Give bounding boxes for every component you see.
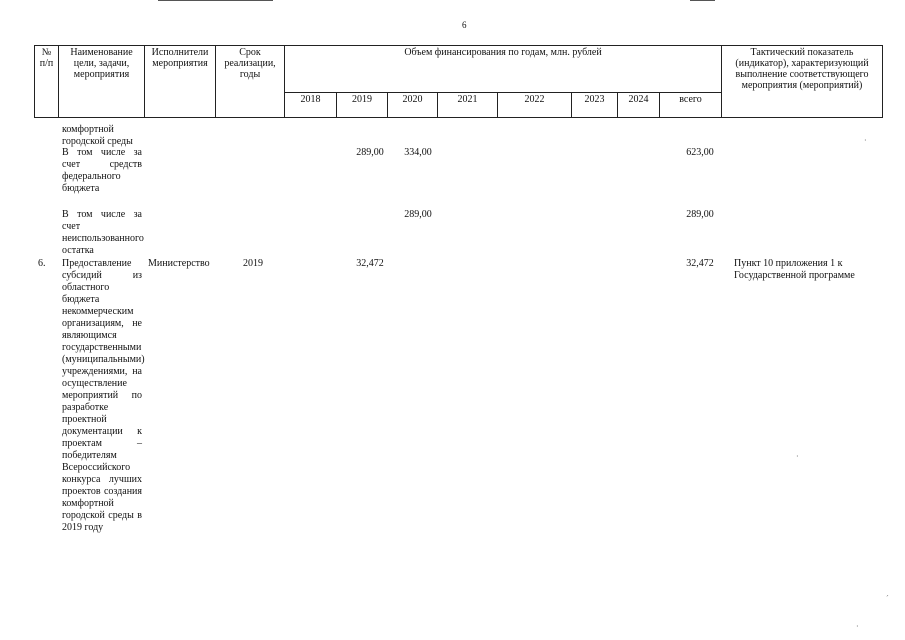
row-3-total: 32,472 — [686, 258, 714, 269]
header-table — [34, 45, 883, 118]
top-rule-left — [158, 0, 273, 1]
row-2-total: 289,00 — [686, 209, 714, 220]
row-1-2020: 334,00 — [404, 147, 432, 158]
header-name: Наименование цели, задачи, мероприятия — [59, 46, 145, 118]
row-3-2019: 32,472 — [356, 258, 384, 269]
row-2-name: В том числе за счет неиспользованного остатка — [62, 209, 144, 256]
scan-mark: ´ — [886, 594, 889, 603]
header-funding: Объем финансирования по годам, млн. рублей — [285, 46, 722, 93]
row-3-period: 2019 — [243, 258, 263, 269]
row-3-indicator: Пункт 10 приложения 1 к Государственной программе — [734, 258, 855, 281]
row-2-2020: 289,00 — [404, 209, 432, 220]
row-3-executor: Министерство — [148, 258, 210, 269]
row-1-2019: 289,00 — [356, 147, 384, 158]
year-2018: 2018 — [285, 93, 337, 118]
row-1-name: В том числе за счет средств федерального бюджета — [62, 147, 142, 194]
year-2023: 2023 — [572, 93, 618, 118]
row-3-num: 6. — [38, 258, 46, 269]
header-num: № п/п — [35, 46, 59, 118]
year-2024: 2024 — [618, 93, 660, 118]
year-total: всего — [660, 93, 722, 118]
row-1-total: 623,00 — [686, 147, 714, 158]
year-2019: 2019 — [337, 93, 388, 118]
scan-mark: · — [796, 452, 799, 461]
row-3-name: Предоставление субсидий из областного бюджета некоммерческим организациям, не являющимся государственными (муниципальными) учреждениями, на осуществление мероприятий по разработке проектной документации к проектам – победителям Всероссийского конкурса лучших проектов создания комфортной городской среды в 2019 году — [62, 258, 145, 533]
page-number: 6 — [462, 20, 467, 30]
row-0-name: комфортной городской среды — [62, 124, 133, 147]
top-rule-right — [690, 0, 715, 1]
header-period: Срок реализации, годы — [216, 46, 285, 118]
year-2020: 2020 — [388, 93, 438, 118]
year-2022: 2022 — [498, 93, 572, 118]
header-indicator: Тактический показатель (индикатор), характеризующий выполнение соответствующего мероприятия (мероприятий) — [722, 46, 883, 118]
scan-mark: · — [864, 136, 867, 145]
year-2021: 2021 — [438, 93, 498, 118]
header-executors: Исполнители мероприятия — [145, 46, 216, 118]
scan-mark: · — [856, 622, 859, 631]
